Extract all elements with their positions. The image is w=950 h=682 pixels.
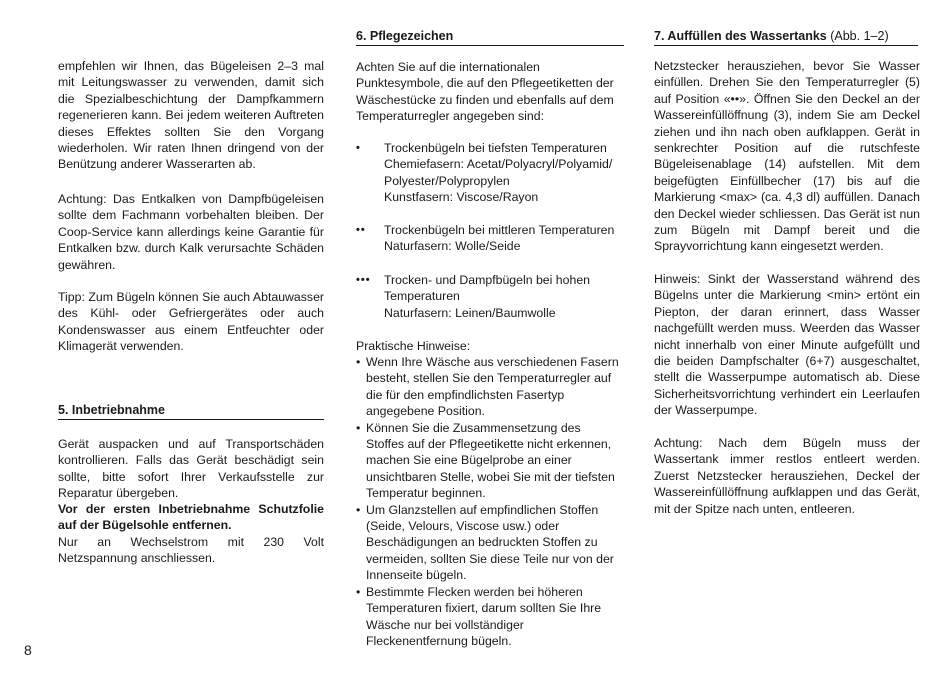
hint-item-stains: • Bestimmte Flecken werden bei höheren Temperaturen fixiert, darum sollten Sie Ihre Wäsche nur bei vollständiger Fleckenentfernung bügeln. — [356, 584, 622, 650]
hints-list — [356, 354, 622, 649]
care-symbol-two-line1: Trockenbügeln bei mittleren Temperaturen — [384, 223, 615, 237]
care-symbol-one-line2: Chemiefasern: Acetat/Polyacryl/Polyamid/ Polyester/Polypropylen — [384, 157, 613, 188]
care-symbol-one-line1: Trockenbügeln bei tiefsten Temperaturen — [384, 141, 607, 155]
hints-title: Praktische Hinweise: — [356, 339, 471, 353]
paragraph-descaling-warning: Achtung: Das Entkalken von Dampfbügeleisen sollte dem Fachmann vorbehalten bleiben. Der Coop-Service kann allerdings keine Garantie für Entkalken bzw. durch Kalk verursachte Schäden gewähren. — [58, 192, 324, 272]
care-symbol-two-text — [384, 222, 624, 255]
paragraph-rinse: empfehlen wir Ihnen, das Bügeleisen 2–3 mal mit Leitungswasser zu verwenden, damit sich die Spezialbeschichtung der Dampfkammern regenerieren kann. Bei jedem weiteren Auftreten dieses Effektes sollten Sie den Vorgang wiederholen. Wir raten Ihnen dringend von der Benützung anderer Wasserarten ab. — [58, 59, 324, 172]
heading-wassertank-title: 7. Auffüllen des Wassertanks — [654, 29, 827, 43]
care-symbol-three-text — [384, 272, 622, 321]
paragraph-tip: Tipp: Zum Bügeln können Sie auch Abtauwasser des Kühl- oder Gefriergerätes oder auch Kondenswasser aus einem Entfeuchter oder Klimagerät verwenden. — [58, 290, 324, 354]
page-number: 8 — [24, 642, 32, 658]
paragraph-fill-tank: Netzstecker herausziehen, bevor Sie Wasser einfüllen. Drehen Sie den Temperaturregler (5) auf Position «••». Öffnen Sie den Deckel an der Wassereinfüllöffnung (3), indem Sie am Deckel ziehen und ihn nach oben aufklappen. Gerät in senkrechter Position auf die rutschfeste Bügeleisenablage (14) aufstellen. Mit dem beigefügten Einfüllbecher (17) bis auf die Markierung <max> (ca. 4,3 dl) auffüllen. Danach den Deckel wieder schliessen. Das Gerät ist nun zum Bügeln mit Dampf bereit und die Sprayvorrichtung kann eingesetzt werden. — [654, 59, 920, 254]
paragraph-low-water-note: Hinweis: Sinkt der Wasserstand während des Bügelns unter die Markierung <min> ertönt ein Piepton, der daran erinnert, dass Wasser nachgefüllt werden muss. Weerden das Wasser nicht innerhalb von einer Minute aufgefüllt und die beiden Dampfschalter (6+7) ausgeschaltet, stellt die Wasserpumpe automatisch ab. Diese Sicherheitsvorrichtung verhindert ein Leerlaufen der Wasserpumpe. — [654, 272, 920, 418]
heading-wassertank-figure-ref: (Abb. 1–2) — [830, 29, 889, 43]
heading-pflegezeichen: 6. Pflegezeichen — [356, 29, 624, 46]
hint-item-mixed-fabrics: • Wenn Ihre Wäsche aus verschiedenen Fasern besteht, stellen Sie den Temperaturregler auf die für den empfindlichsten Fasertyp angegebene Position. — [356, 354, 622, 420]
hint-item-shiny-spots: • Um Glanzstellen auf empfindlichen Stoffen (Seide, Velours, Viscose usw.) oder Beschädigungen an bedruckten Stoffen zu vermeiden, sollten Sie diese Teile nur von der Innenseite bügeln. — [356, 502, 622, 584]
paragraph-empty-tank-warning: Achtung: Nach dem Bügeln muss der Wassertank immer restlos entleert werden. Zuerst Netzstecker herausziehen, Deckel der Wassereinfüllöffnung aufklappen und das Gerät, mit der Spitze nach unten, entleeren. — [654, 436, 920, 516]
heading-inbetriebnahme: 5. Inbetriebnahme — [58, 403, 324, 420]
paragraph-care-intro: Achten Sie auf die internationalen Punktesymbole, die auf den Pflegeetiketten der Wäschestücke zu finden und ebenfalls auf dem Temperaturregler angegeben sind: — [356, 60, 614, 124]
care-symbol-one-line3: Kunstfasern: Viscose/Rayon — [384, 190, 539, 205]
care-symbol-two-line2: Naturfasern: Wolle/Seide — [384, 239, 521, 254]
care-symbol-three-line1: Trocken- und Dampfbügeln bei hohen Temperaturen — [384, 273, 590, 304]
care-symbol-one-dot — [356, 140, 624, 206]
care-symbol-three-line2: Naturfasern: Leinen/Baumwolle — [384, 305, 556, 320]
dot-symbol-two: •• — [356, 224, 366, 236]
care-symbol-three-dots — [356, 272, 624, 321]
dot-symbol-three: ••• — [356, 274, 371, 286]
heading-wassertank — [654, 29, 918, 46]
care-symbol-one-text — [384, 140, 624, 206]
hint-item-unknown-fabric: • Können Sie die Zusammensetzung des Stoffes auf der Pflegeetikette nicht erkennen, machen Sie eine Bügelprobe an einer unsichtbaren Stelle, wobei Sie mit der tiefsten Temperatur beginnen. — [356, 420, 622, 502]
dot-symbol-one: • — [356, 142, 361, 154]
paragraph-unpack: Gerät auspacken und auf Transportschäden kontrollieren. Falls das Gerät beschädigt sein sollte, bitte sofort Ihrer Verkaufsstelle zur Reparatur übergeben. — [58, 437, 324, 501]
paragraph-protective-foil: Vor der ersten Inbetriebnahme Schutzfolie auf der Bügelsohle entfernen. — [58, 502, 324, 533]
paragraph-voltage: Nur an Wechselstrom mit 230 Volt Netzspannung anschliessen. — [58, 535, 324, 566]
care-symbol-two-dots — [356, 222, 624, 255]
